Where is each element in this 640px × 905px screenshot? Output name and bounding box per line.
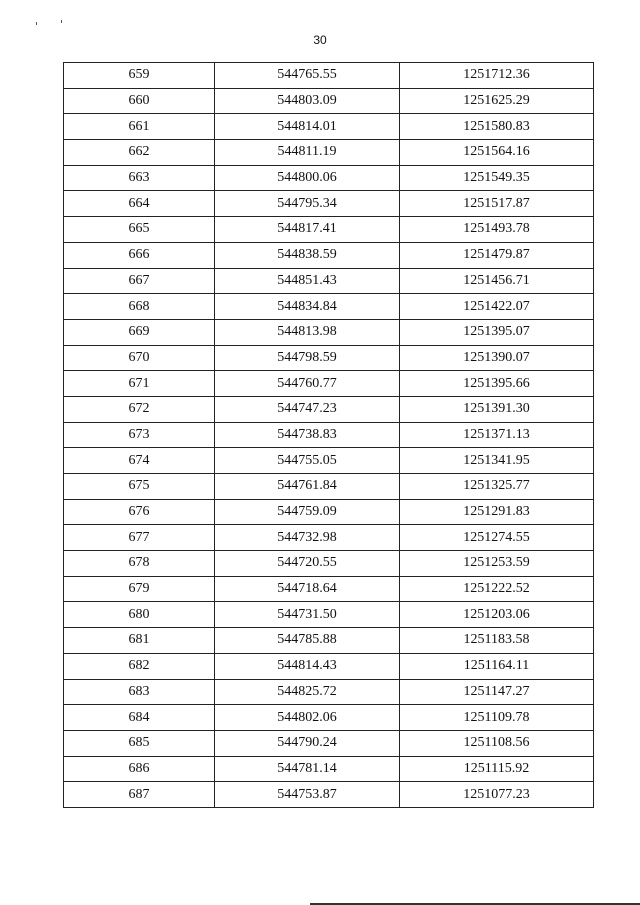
table-row bbox=[64, 756, 594, 782]
x-coordinate-cell: 544753.87 bbox=[215, 782, 400, 808]
point-number-cell: 669 bbox=[64, 319, 215, 345]
y-coordinate-cell: 1251549.35 bbox=[400, 165, 594, 191]
x-coordinate-cell: 544731.50 bbox=[215, 602, 400, 628]
x-coordinate-cell: 544785.88 bbox=[215, 628, 400, 654]
x-coordinate-cell: 544813.98 bbox=[215, 319, 400, 345]
x-coordinate-cell: 544803.09 bbox=[215, 88, 400, 114]
x-coordinate-cell: 544834.84 bbox=[215, 294, 400, 320]
y-coordinate-cell: 1251108.56 bbox=[400, 730, 594, 756]
x-coordinate-cell: 544814.43 bbox=[215, 653, 400, 679]
scan-speck bbox=[36, 22, 37, 25]
point-number-cell: 684 bbox=[64, 705, 215, 731]
y-coordinate-cell: 1251580.83 bbox=[400, 114, 594, 140]
table-row bbox=[64, 499, 594, 525]
point-number-cell: 677 bbox=[64, 525, 215, 551]
table-row bbox=[64, 602, 594, 628]
point-number-cell: 671 bbox=[64, 371, 215, 397]
y-coordinate-cell: 1251325.77 bbox=[400, 474, 594, 500]
x-coordinate-cell: 544817.41 bbox=[215, 217, 400, 243]
x-coordinate-cell: 544800.06 bbox=[215, 165, 400, 191]
point-number-cell: 681 bbox=[64, 628, 215, 654]
y-coordinate-cell: 1251479.87 bbox=[400, 242, 594, 268]
x-coordinate-cell: 544825.72 bbox=[215, 679, 400, 705]
table-row bbox=[64, 576, 594, 602]
point-number-cell: 683 bbox=[64, 679, 215, 705]
y-coordinate-cell: 1251222.52 bbox=[400, 576, 594, 602]
x-coordinate-cell: 544738.83 bbox=[215, 422, 400, 448]
x-coordinate-cell: 544765.55 bbox=[215, 63, 400, 89]
y-coordinate-cell: 1251371.13 bbox=[400, 422, 594, 448]
table-row bbox=[64, 140, 594, 166]
x-coordinate-cell: 544760.77 bbox=[215, 371, 400, 397]
y-coordinate-cell: 1251291.83 bbox=[400, 499, 594, 525]
point-number-cell: 663 bbox=[64, 165, 215, 191]
scan-speck bbox=[61, 20, 62, 23]
y-coordinate-cell: 1251395.66 bbox=[400, 371, 594, 397]
x-coordinate-cell: 544798.59 bbox=[215, 345, 400, 371]
y-coordinate-cell: 1251115.92 bbox=[400, 756, 594, 782]
table-row bbox=[64, 628, 594, 654]
y-coordinate-cell: 1251391.30 bbox=[400, 396, 594, 422]
y-coordinate-cell: 1251274.55 bbox=[400, 525, 594, 551]
point-number-cell: 668 bbox=[64, 294, 215, 320]
point-number-cell: 680 bbox=[64, 602, 215, 628]
x-coordinate-cell: 544747.23 bbox=[215, 396, 400, 422]
x-coordinate-cell: 544795.34 bbox=[215, 191, 400, 217]
y-coordinate-cell: 1251147.27 bbox=[400, 679, 594, 705]
table-row bbox=[64, 679, 594, 705]
table-row bbox=[64, 114, 594, 140]
point-number-cell: 679 bbox=[64, 576, 215, 602]
x-coordinate-cell: 544755.05 bbox=[215, 448, 400, 474]
table-row bbox=[64, 242, 594, 268]
point-number-cell: 659 bbox=[64, 63, 215, 89]
x-coordinate-cell: 544851.43 bbox=[215, 268, 400, 294]
table-row bbox=[64, 371, 594, 397]
point-number-cell: 662 bbox=[64, 140, 215, 166]
y-coordinate-cell: 1251564.16 bbox=[400, 140, 594, 166]
point-number-cell: 682 bbox=[64, 653, 215, 679]
point-number-cell: 661 bbox=[64, 114, 215, 140]
table-row bbox=[64, 396, 594, 422]
coordinate-table bbox=[63, 62, 594, 808]
y-coordinate-cell: 1251109.78 bbox=[400, 705, 594, 731]
table-row bbox=[64, 525, 594, 551]
table-row bbox=[64, 551, 594, 577]
y-coordinate-cell: 1251164.11 bbox=[400, 653, 594, 679]
x-coordinate-cell: 544759.09 bbox=[215, 499, 400, 525]
y-coordinate-cell: 1251203.06 bbox=[400, 602, 594, 628]
table-row bbox=[64, 705, 594, 731]
point-number-cell: 660 bbox=[64, 88, 215, 114]
point-number-cell: 676 bbox=[64, 499, 215, 525]
x-coordinate-cell: 544814.01 bbox=[215, 114, 400, 140]
x-coordinate-cell: 544761.84 bbox=[215, 474, 400, 500]
x-coordinate-cell: 544718.64 bbox=[215, 576, 400, 602]
point-number-cell: 664 bbox=[64, 191, 215, 217]
point-number-cell: 685 bbox=[64, 730, 215, 756]
table-row bbox=[64, 88, 594, 114]
point-number-cell: 673 bbox=[64, 422, 215, 448]
point-number-cell: 686 bbox=[64, 756, 215, 782]
y-coordinate-cell: 1251712.36 bbox=[400, 63, 594, 89]
x-coordinate-cell: 544732.98 bbox=[215, 525, 400, 551]
table-row bbox=[64, 268, 594, 294]
x-coordinate-cell: 544838.59 bbox=[215, 242, 400, 268]
table-row bbox=[64, 345, 594, 371]
x-coordinate-cell: 544802.06 bbox=[215, 705, 400, 731]
y-coordinate-cell: 1251395.07 bbox=[400, 319, 594, 345]
y-coordinate-cell: 1251077.23 bbox=[400, 782, 594, 808]
point-number-cell: 665 bbox=[64, 217, 215, 243]
point-number-cell: 687 bbox=[64, 782, 215, 808]
point-number-cell: 674 bbox=[64, 448, 215, 474]
point-number-cell: 670 bbox=[64, 345, 215, 371]
y-coordinate-cell: 1251493.78 bbox=[400, 217, 594, 243]
y-coordinate-cell: 1251183.58 bbox=[400, 628, 594, 654]
table-row bbox=[64, 319, 594, 345]
table-row bbox=[64, 782, 594, 808]
point-number-cell: 667 bbox=[64, 268, 215, 294]
y-coordinate-cell: 1251456.71 bbox=[400, 268, 594, 294]
table-row bbox=[64, 63, 594, 89]
point-number-cell: 666 bbox=[64, 242, 215, 268]
table-row bbox=[64, 165, 594, 191]
point-number-cell: 678 bbox=[64, 551, 215, 577]
y-coordinate-cell: 1251341.95 bbox=[400, 448, 594, 474]
table-body bbox=[64, 63, 594, 808]
table-row bbox=[64, 448, 594, 474]
table-row bbox=[64, 474, 594, 500]
table-row bbox=[64, 653, 594, 679]
table-row bbox=[64, 730, 594, 756]
x-coordinate-cell: 544720.55 bbox=[215, 551, 400, 577]
y-coordinate-cell: 1251422.07 bbox=[400, 294, 594, 320]
table-row bbox=[64, 422, 594, 448]
point-number-cell: 672 bbox=[64, 396, 215, 422]
x-coordinate-cell: 544781.14 bbox=[215, 756, 400, 782]
page-number: 30 bbox=[313, 33, 327, 47]
y-coordinate-cell: 1251625.29 bbox=[400, 88, 594, 114]
table-row bbox=[64, 294, 594, 320]
x-coordinate-cell: 544790.24 bbox=[215, 730, 400, 756]
y-coordinate-cell: 1251253.59 bbox=[400, 551, 594, 577]
y-coordinate-cell: 1251517.87 bbox=[400, 191, 594, 217]
table-row bbox=[64, 191, 594, 217]
x-coordinate-cell: 544811.19 bbox=[215, 140, 400, 166]
table-row bbox=[64, 217, 594, 243]
y-coordinate-cell: 1251390.07 bbox=[400, 345, 594, 371]
point-number-cell: 675 bbox=[64, 474, 215, 500]
